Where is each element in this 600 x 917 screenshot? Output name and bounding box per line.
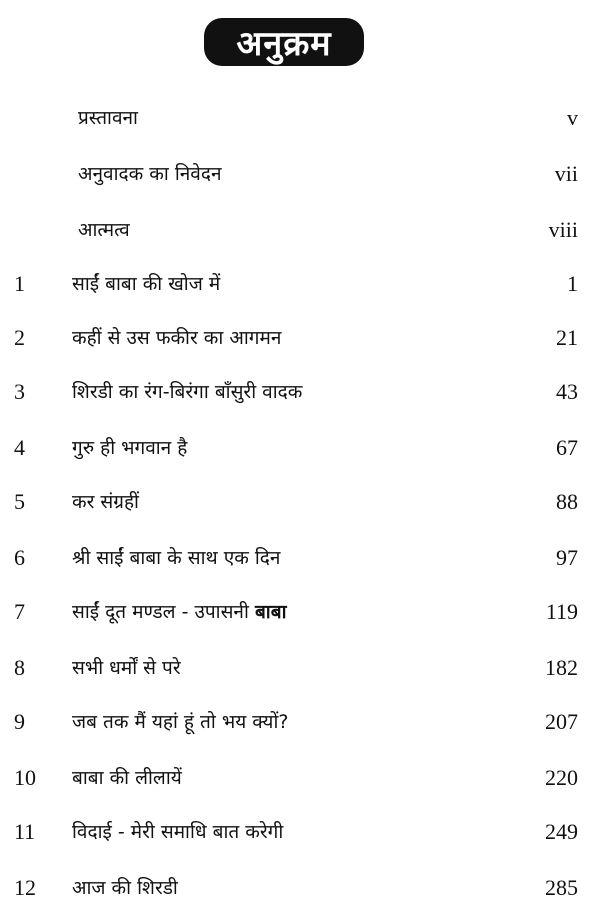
toc-number: 4 <box>14 435 25 460</box>
toc-page: v <box>567 105 578 130</box>
toc-number: 2 <box>14 325 25 350</box>
toc-page: 220 <box>545 765 578 790</box>
toc-row-chapter-2[interactable] <box>0 318 600 358</box>
toc-row-chapter-12[interactable] <box>0 868 600 908</box>
toc-number: 9 <box>14 709 25 734</box>
toc-label: साईं दूत मण्डल - उपासनी <box>72 601 249 623</box>
toc-page: viii <box>548 217 578 242</box>
toc-label: कर संग्रहीं <box>72 491 139 513</box>
toc-row-chapter-4[interactable] <box>0 428 600 468</box>
toc-row-chapter-11[interactable] <box>0 812 600 852</box>
toc-label: कहीं से उस फकीर का आगमन <box>72 327 282 349</box>
toc-page: 67 <box>556 435 578 460</box>
toc-row-chapter-10[interactable] <box>0 758 600 798</box>
toc-number: 8 <box>14 655 25 680</box>
toc-page: 97 <box>556 545 578 570</box>
toc-page: 119 <box>545 599 578 624</box>
toc-row-chapter-9[interactable] <box>0 702 600 742</box>
toc-label: शिरडी का रंग-बिरंगा बाँसुरी वादक <box>72 381 303 403</box>
toc-row-chapter-5[interactable] <box>0 482 600 522</box>
toc-page: 249 <box>545 819 578 844</box>
toc-label: प्रस्तावना <box>78 107 138 129</box>
toc-label: अनुवादक का निवेदन <box>78 163 222 185</box>
toc-label: सभी धर्मों से परे <box>72 657 181 679</box>
toc-number: 3 <box>14 379 25 404</box>
toc-label: आत्मत्व <box>78 219 130 241</box>
toc-page: 182 <box>545 655 578 680</box>
toc-label-bold: बाबा <box>254 601 287 623</box>
toc-page: 207 <box>545 709 578 734</box>
toc-number: 12 <box>14 875 36 900</box>
toc-label: साईं बाबा की खोज में <box>72 273 221 295</box>
toc-number: 6 <box>14 545 25 570</box>
toc-row-chapter-1[interactable] <box>0 264 600 304</box>
toc-number: 1 <box>14 271 25 296</box>
toc-row-front-1[interactable] <box>0 98 600 138</box>
toc-label: जब तक मैं यहां हूं तो भय क्यों? <box>72 711 289 733</box>
toc-row-chapter-7[interactable] <box>0 592 600 632</box>
title-banner <box>204 18 364 66</box>
toc-label: आज की शिरडी <box>72 877 178 899</box>
toc-page: 43 <box>556 379 578 404</box>
toc-page: 285 <box>545 875 578 900</box>
toc-row-front-3[interactable] <box>0 210 600 250</box>
toc-page: vii <box>554 161 578 186</box>
toc-row-chapter-3[interactable] <box>0 372 600 412</box>
toc-number: 5 <box>14 489 25 514</box>
toc-row-front-2[interactable] <box>0 154 600 194</box>
page-title: अनुक्रम <box>236 24 332 64</box>
toc-page: 88 <box>556 489 578 514</box>
toc-page: 21 <box>556 325 578 350</box>
toc-label: विदाई - मेरी समाधि बात करेगी <box>72 821 284 843</box>
toc-number: 11 <box>14 819 36 844</box>
toc-label-wrapper <box>72 592 287 632</box>
toc-row-chapter-6[interactable] <box>0 538 600 578</box>
toc-label: बाबा की लीलायें <box>72 767 182 789</box>
toc-number: 10 <box>14 765 36 790</box>
toc-label: श्री साईं बाबा के साथ एक दिन <box>72 547 281 569</box>
toc-number: 7 <box>14 599 25 624</box>
toc-row-chapter-8[interactable] <box>0 648 600 688</box>
toc-label: गुरु ही भगवान है <box>72 437 188 459</box>
toc-page: 1 <box>567 271 578 296</box>
